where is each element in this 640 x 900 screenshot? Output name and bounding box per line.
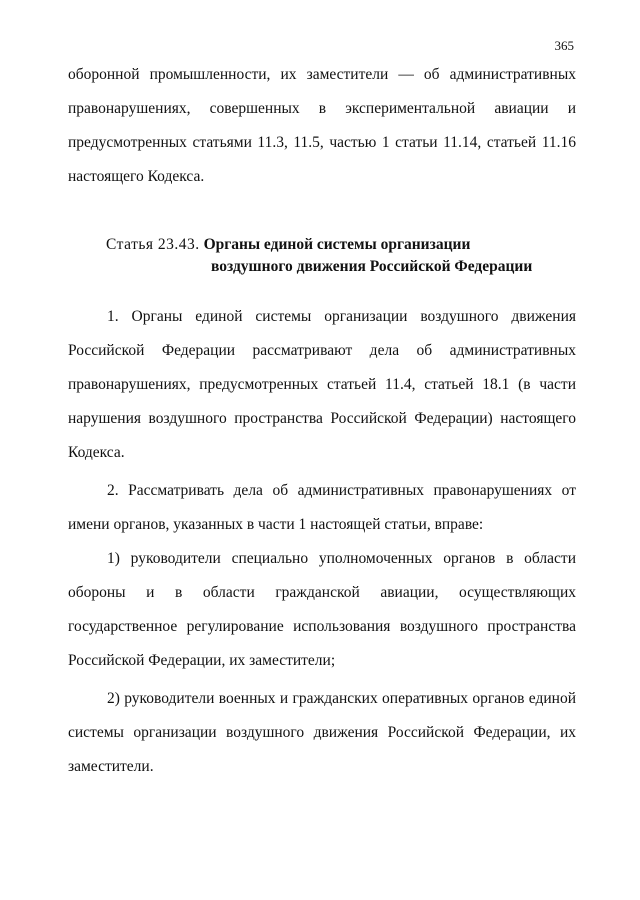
article-label: Статья 23.43. [106,236,200,253]
page-number: 365 [554,38,574,53]
paragraph-2: 2. Рассматривать дела об административных правонарушениях от имени органов, указанных в части 1 настоящей статьи, вправе: [68,482,576,533]
article-heading [68,234,576,278]
intro-paragraph: оборонной промышленности, их заместители — об административных правонарушениях, совершенных в экспериментальной авиации и предусмотренных статьями 11.3, 11.5, частью 1 статьи 11.14, статьей 11.16 настоящего Кодекса. [68,66,576,185]
paragraph-2-item-1: 1) руководители специально уполномоченных органов в области обороны и в области гражданской авиации, осуществляющих государственное регулирование использования воздушного пространства Российской Федерации, их заместители; [68,550,576,669]
document-body [68,58,576,784]
article-title-line2: воздушного движения Российской Федерации [211,258,533,275]
paragraph-1: 1. Органы единой системы организации воздушного движения Российской Федерации рассматривают дела об административных правонарушениях, предусмотренных статьей 11.4, статьей 18.1 (в части нарушения воздушного пространства Российской Федерации) настоящего Кодекса. [68,308,576,461]
paragraph-2-item-2: 2) руководители военных и гражданских оперативных органов единой системы организации воздушного движения Российской Федерации, их заместители. [68,690,576,775]
article-title-line1: Органы единой системы организации [203,236,471,253]
